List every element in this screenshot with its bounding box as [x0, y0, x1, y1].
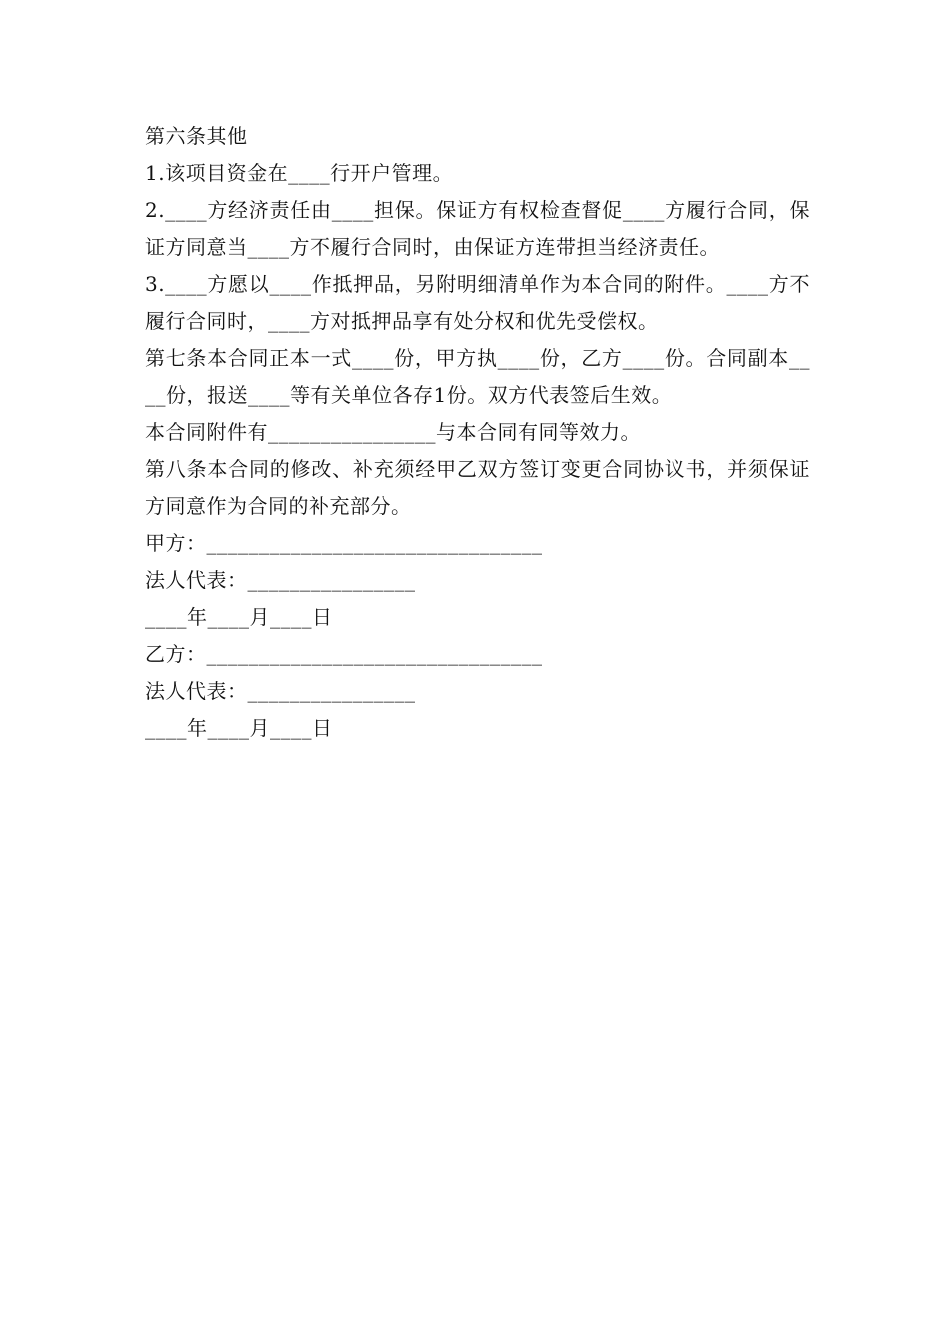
document-page	[145, 118, 810, 747]
party-a-line: 甲方：________________________________	[145, 531, 543, 555]
clause-6-3: 3.____方愿以____作抵押品，另附明细清单作为本合同的附件。____方不履行合同时，____方对抵押品享有处分权和优先受偿权。	[145, 272, 810, 333]
party-a-representative: 法人代表：________________	[145, 568, 416, 592]
article-8: 第八条本合同的修改、补充须经甲乙双方签订变更合同协议书，并须保证方同意作为合同的补充部分。	[145, 457, 810, 518]
clause-6-1: 1.该项目资金在____行开户管理。	[145, 161, 454, 185]
party-b-date: ____年____月____日	[145, 716, 333, 740]
party-b-representative: 法人代表：________________	[145, 679, 416, 703]
party-a-date: ____年____月____日	[145, 605, 333, 629]
clause-6-2: 2.____方经济责任由____担保。保证方有权检查督促____方履行合同，保证方同意当____方不履行合同时，由保证方连带担当经济责任。	[145, 198, 810, 259]
article-7: 第七条本合同正本一式____份，甲方执____份，乙方____份。合同副本____份，报送____等有关单位各存1份。双方代表签后生效。	[145, 346, 810, 407]
party-b-line: 乙方：________________________________	[145, 642, 543, 666]
article-6-heading: 第六条其他	[145, 124, 248, 148]
attachments-line: 本合同附件有________________与本合同有同等效力。	[145, 420, 641, 444]
